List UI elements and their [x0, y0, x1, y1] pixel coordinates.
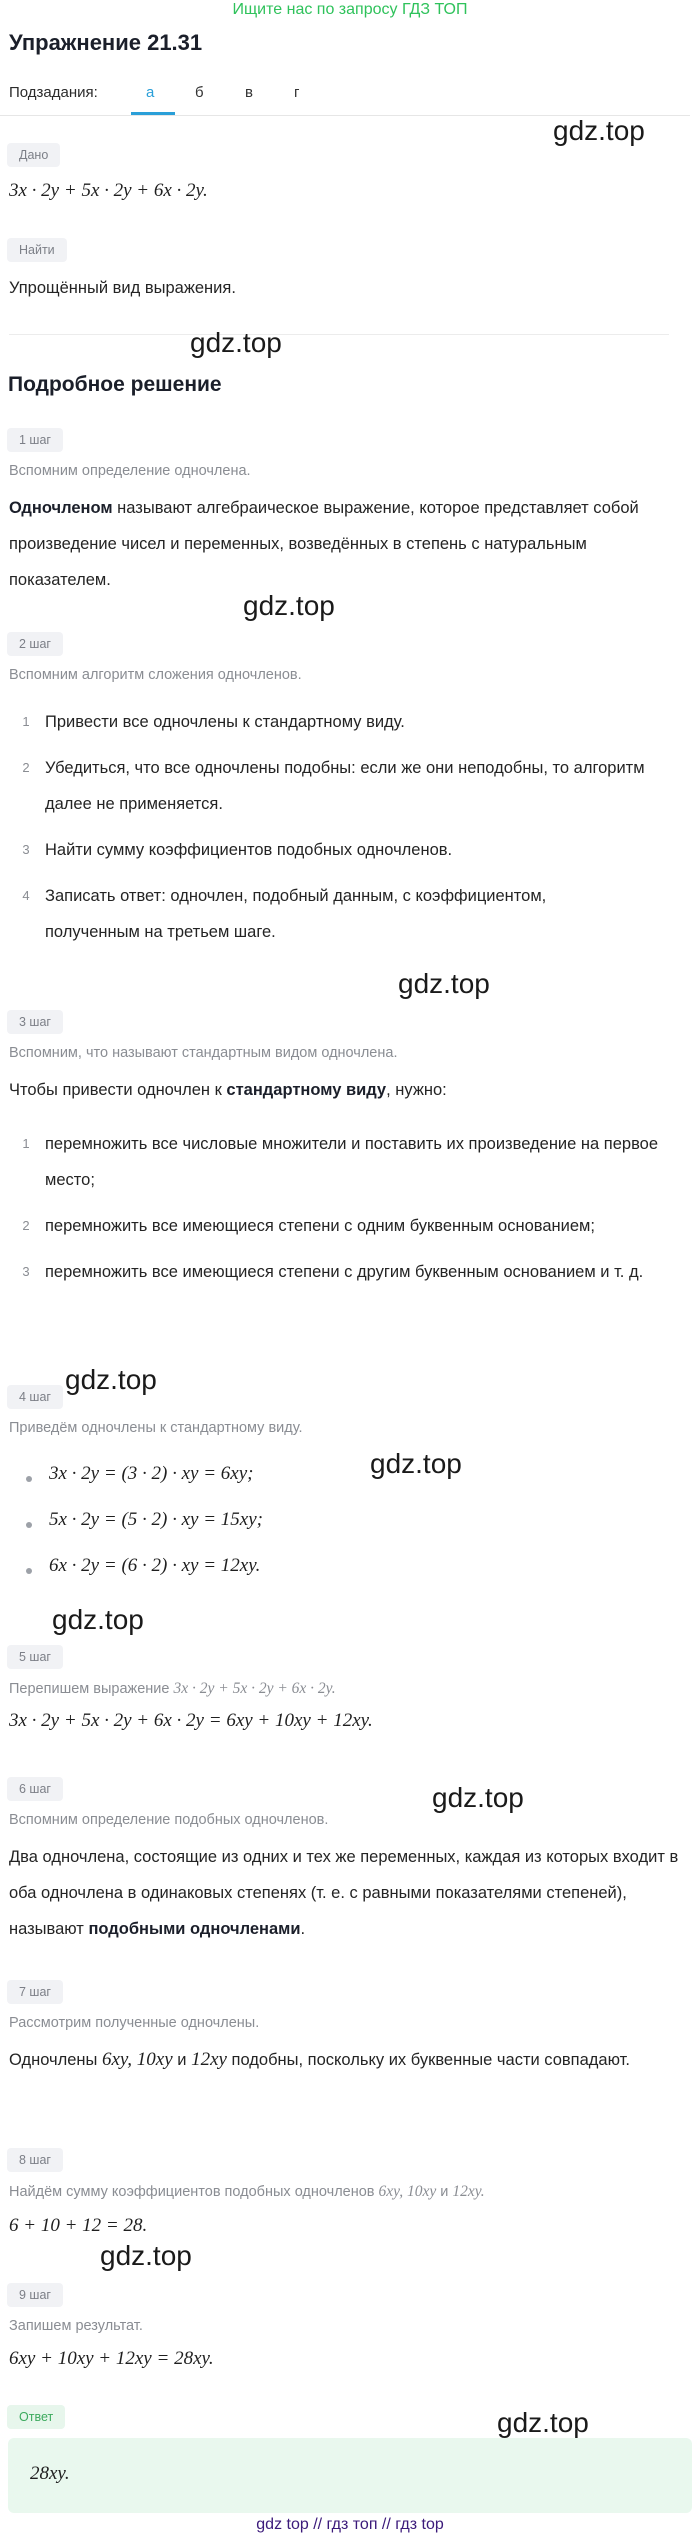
step-3-badge: 3 шаг	[7, 1010, 63, 1034]
step-7-badge: 7 шаг	[7, 1980, 63, 2004]
step-2-badge: 2 шаг	[7, 632, 63, 656]
step-3-lead	[9, 1072, 689, 1108]
subtitle-text: и	[436, 2184, 453, 2200]
given-badge: Дано	[7, 143, 60, 167]
bullet	[26, 1476, 32, 1482]
list-number: 2	[22, 760, 30, 775]
subtitle-text: Перепишем выражение	[9, 1681, 170, 1697]
definition-end: .	[300, 1920, 306, 1938]
watermark: gdz.top	[432, 1782, 524, 1813]
tab-a[interactable]: а	[146, 84, 155, 101]
math-part: 12xy	[191, 2049, 227, 2070]
definition-text: называют алгебраическое выражение, которое представляет собой произведение чисел и переменных, возведённых в степень с натуральным показателем.	[9, 499, 639, 589]
step-1-definition	[9, 490, 689, 598]
watermark: gdz.top	[52, 1604, 144, 1635]
list-item: перемножить все имеющиеся степени с одним буквенным основанием;	[45, 1217, 595, 1235]
list-item: Найти сумму коэффициентов подобных одночленов.	[45, 841, 453, 859]
list-item: Привести все одночлены к стандартному виду.	[45, 713, 405, 731]
step-6-subtitle: Вспомним определение подобных одночленов.	[9, 1812, 329, 1828]
list-number: 4	[22, 888, 30, 903]
list-number: 2	[22, 1218, 30, 1233]
subtitle-math: 3x · 2y + 5x · 2y + 6x · 2y.	[173, 1680, 336, 1697]
bullet	[26, 1522, 32, 1528]
term-monomial: Одночленом	[9, 499, 113, 517]
given-expression: 3x · 2y + 5x · 2y + 6x · 2y.	[9, 180, 208, 201]
step-9-formula: 6xy + 10xy + 12xy = 28xy.	[9, 2348, 214, 2369]
subtitle-text: Найдём сумму коэффициентов подобных одночленов	[9, 2184, 375, 2200]
step-8-formula: 6 + 10 + 12 = 28.	[9, 2215, 148, 2236]
step-3-subtitle: Вспомним, что называют стандартным видом одночлена.	[9, 1045, 398, 1061]
tab-g[interactable]: г	[294, 84, 300, 101]
standard-form-2: 5x · 2y = (5 · 2) · xy = 15xy;	[49, 1509, 263, 1530]
step-8-subtitle	[9, 2183, 485, 2201]
step-5-subtitle	[9, 1680, 336, 1698]
step-5-formula: 3x · 2y + 5x · 2y + 6x · 2y = 6xy + 10xy + 12xy.	[9, 1710, 373, 1731]
step-4-subtitle: Приведём одночлены к стандартному виду.	[9, 1420, 303, 1436]
footer-links[interactable]: gdz top // гдз топ // гдз top	[256, 2516, 444, 2533]
step-1-badge: 1 шаг	[7, 428, 63, 452]
math-part: 6xy, 10xy	[101, 2049, 173, 2070]
subtasks-label: Подзадания:	[9, 84, 98, 101]
list-item: перемножить все числовые множители и поставить их произведение на первое место;	[45, 1135, 658, 1189]
step-8-badge: 8 шаг	[7, 2148, 63, 2172]
watermark: gdz.top	[243, 590, 335, 621]
step-7-text	[9, 2042, 689, 2078]
step-1-subtitle: Вспомним определение одночлена.	[9, 463, 251, 479]
step-7-subtitle: Рассмотрим полученные одночлены.	[9, 2015, 260, 2031]
text-part: подобны, поскольку их буквенные части совпадают.	[226, 2051, 630, 2069]
step-9-subtitle: Запишем результат.	[9, 2318, 143, 2334]
watermark: gdz.top	[65, 1364, 157, 1395]
watermark: gdz.top	[370, 1448, 462, 1479]
solution-heading: Подробное решение	[8, 373, 222, 396]
answer-box	[8, 2438, 692, 2513]
standard-form-3: 6x · 2y = (6 · 2) · xy = 12xy.	[49, 1555, 261, 1576]
tab-b[interactable]: б	[195, 84, 204, 101]
step-6-badge: 6 шаг	[7, 1777, 63, 1801]
list-item: Записать ответ: одночлен, подобный данным, с коэффициентом, полученным на третьем шаге.	[45, 887, 547, 941]
subtitle-math: 12xy.	[452, 2183, 485, 2200]
list-number: 3	[22, 1264, 30, 1279]
step-9-badge: 9 шаг	[7, 2283, 63, 2307]
list-number: 3	[22, 842, 30, 857]
list-number: 1	[22, 1136, 30, 1151]
term-standard-form: стандартному виду	[226, 1081, 387, 1099]
watermark: gdz.top	[398, 968, 490, 999]
list-item: перемножить все имеющиеся степени с другим буквенным основанием и т. д.	[45, 1263, 644, 1281]
page-title: Упражнение 21.31	[9, 30, 203, 55]
standard-form-1: 3x · 2y = (3 · 2) · xy = 6xy;	[49, 1463, 254, 1484]
answer-badge: Ответ	[7, 2405, 65, 2429]
step-6-definition	[9, 1839, 689, 1947]
answer-value: 28xy.	[30, 2463, 70, 2484]
text-part: Одночлены	[9, 2051, 102, 2069]
term-similar-monomials: подобными одночленами	[88, 1920, 301, 1938]
watermark: gdz.top	[553, 115, 645, 146]
watermark: gdz.top	[100, 2240, 192, 2271]
step-5-badge: 5 шаг	[7, 1645, 63, 1669]
watermark: gdz.top	[497, 2407, 589, 2438]
definition-text: Два одночлена, состоящие из одних и тех же переменных, каждая из которых входит в оба одночлена в одинаковых степенях (т. е. с равными показателями степеней), называют	[9, 1848, 679, 1938]
search-banner[interactable]: Ищите нас по запросу ГДЗ ТОП	[232, 1, 468, 18]
tab-v[interactable]: в	[245, 84, 253, 101]
step-4-badge: 4 шаг	[7, 1385, 63, 1409]
find-text: Упрощённый вид выражения.	[9, 279, 236, 297]
bullet	[26, 1568, 32, 1574]
watermark: gdz.top	[190, 327, 282, 358]
text-part: и	[172, 2051, 192, 2069]
list-item: Убедиться, что все одночлены подобны: если же они неподобны, то алгоритм далее не применяется.	[45, 759, 645, 813]
lead-text: Чтобы привести одночлен к	[9, 1081, 227, 1099]
find-badge: Найти	[7, 238, 67, 262]
section-divider	[9, 334, 669, 335]
step-2-subtitle: Вспомним алгоритм сложения одночленов.	[9, 667, 302, 683]
subtitle-math: 6xy, 10xy	[378, 2183, 437, 2200]
lead-end: , нужно:	[386, 1081, 447, 1099]
list-number: 1	[22, 714, 30, 729]
